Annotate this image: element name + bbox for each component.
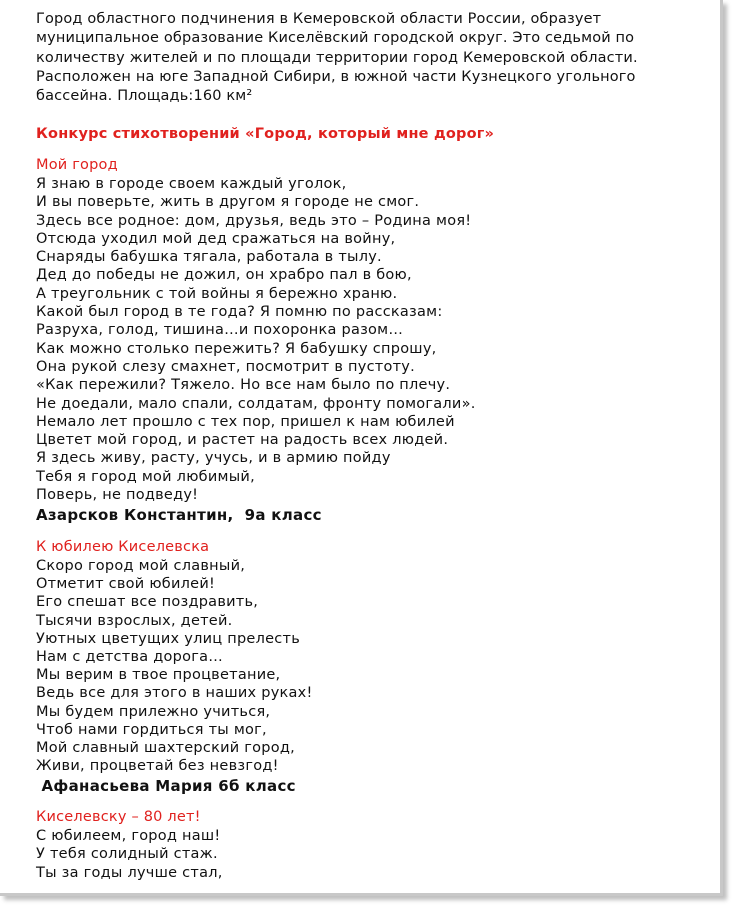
poem-body	[36, 827, 716, 882]
poem-line: Дед до победы не дожил, он храбро пал в бою,	[36, 267, 412, 284]
poem-author: Афанасьева Мария 6б класс	[36, 777, 296, 796]
poem-line: У тебя солидный стаж.	[36, 846, 218, 863]
poem-line: Я знаю в городе своем каждый уголок,	[36, 176, 347, 192]
poem-jubilee-kiselevsk	[36, 537, 716, 797]
poem-line: Ведь все для этого в наших руках!	[36, 685, 313, 702]
poem-line: Живи, процветай без невзгод!	[36, 758, 279, 775]
poem-line: Поверь, не подведу!	[36, 487, 199, 504]
poem-line: Здесь все родное: дом, друзья, ведь это – Родина моя!	[36, 212, 472, 229]
poem-line: Мы верим в твое процветание,	[36, 667, 281, 684]
poem-line: А треугольник с той войны я бережно храню.	[36, 285, 398, 302]
poem-line: Цветет мой город, и растет на радость всех людей.	[36, 432, 449, 449]
poem-line: Какой был город в те года? Я помню по рассказам:	[36, 304, 443, 321]
poem-line: Снаряды бабушка тягала, работала в тылу.	[36, 249, 382, 266]
poem-line: Разруха, голод, тишина…и похоронка разом…	[36, 322, 404, 339]
poem-line: Мой славный шахтерский город,	[36, 740, 295, 757]
poem-line: Тебя я город мой любимый,	[36, 468, 255, 485]
contest-title: Конкурс стихотворений «Город, который мне дорог»	[36, 126, 495, 142]
poem-line: Мы будем прилежно учиться,	[36, 703, 271, 720]
poem-line: И вы поверьте, жить в другом я городе не смог.	[36, 194, 420, 211]
poem-body	[36, 557, 716, 775]
poem-line: Его спешат все поздравить,	[36, 594, 259, 611]
poem-line: Уютных цветущих улиц прелесть	[36, 630, 301, 647]
poem-my-city	[36, 155, 716, 526]
poem-line: Как можно столько пережить? Я бабушку спрошу,	[36, 340, 437, 357]
poem-line: Отсюда уходил мой дед сражаться на войну,	[36, 230, 396, 247]
poem-title: К юбилею Киселевска	[36, 539, 210, 555]
poem-line: С юбилеем, город наш!	[36, 828, 221, 844]
poem-line: Я здесь живу, расту, учусь, и в армию пойду	[36, 450, 391, 467]
poem-line: «Как пережили? Тяжело. Но все нам было по плечу.	[36, 377, 451, 394]
poem-body	[36, 175, 716, 504]
poem-title: Киселевску – 80 лет!	[36, 809, 201, 825]
city-description: Город областного подчинения в Кемеровской области России, образует муниципальное образование Киселёвский городской округ. Это седьмой по количеству жителей и по площади территории город Кемеровской области. Расположен на юге Западной Сибири, в южной части Кузнецкого угольного бассейна. Площадь:160 км²	[36, 11, 638, 105]
poem-title: Мой город	[36, 157, 118, 173]
poem-line: Она рукой слезу смахнет, посмотрит в пустоту.	[36, 358, 415, 375]
poem-line: Немало лет прошло с тех пор, пришел к нам юбилей	[36, 413, 455, 430]
poem-line: Отметит свой юбилей!	[36, 576, 216, 593]
poem-author: Азарсков Константин, 9а класс	[36, 506, 322, 525]
poem-line: Ты за годы лучше стал,	[36, 864, 223, 881]
poem-line: Скоро город мой славный,	[36, 558, 246, 574]
poem-kiselevsk-80-years	[36, 807, 716, 882]
poem-line: Чтоб нами гордиться ты мог,	[36, 721, 267, 738]
poem-line: Нам с детства дорога…	[36, 649, 223, 666]
poem-line: Тысячи взрослых, детей.	[36, 612, 233, 629]
poem-line: Не доедали, мало спали, солдатам, фронту помогали».	[36, 395, 476, 412]
